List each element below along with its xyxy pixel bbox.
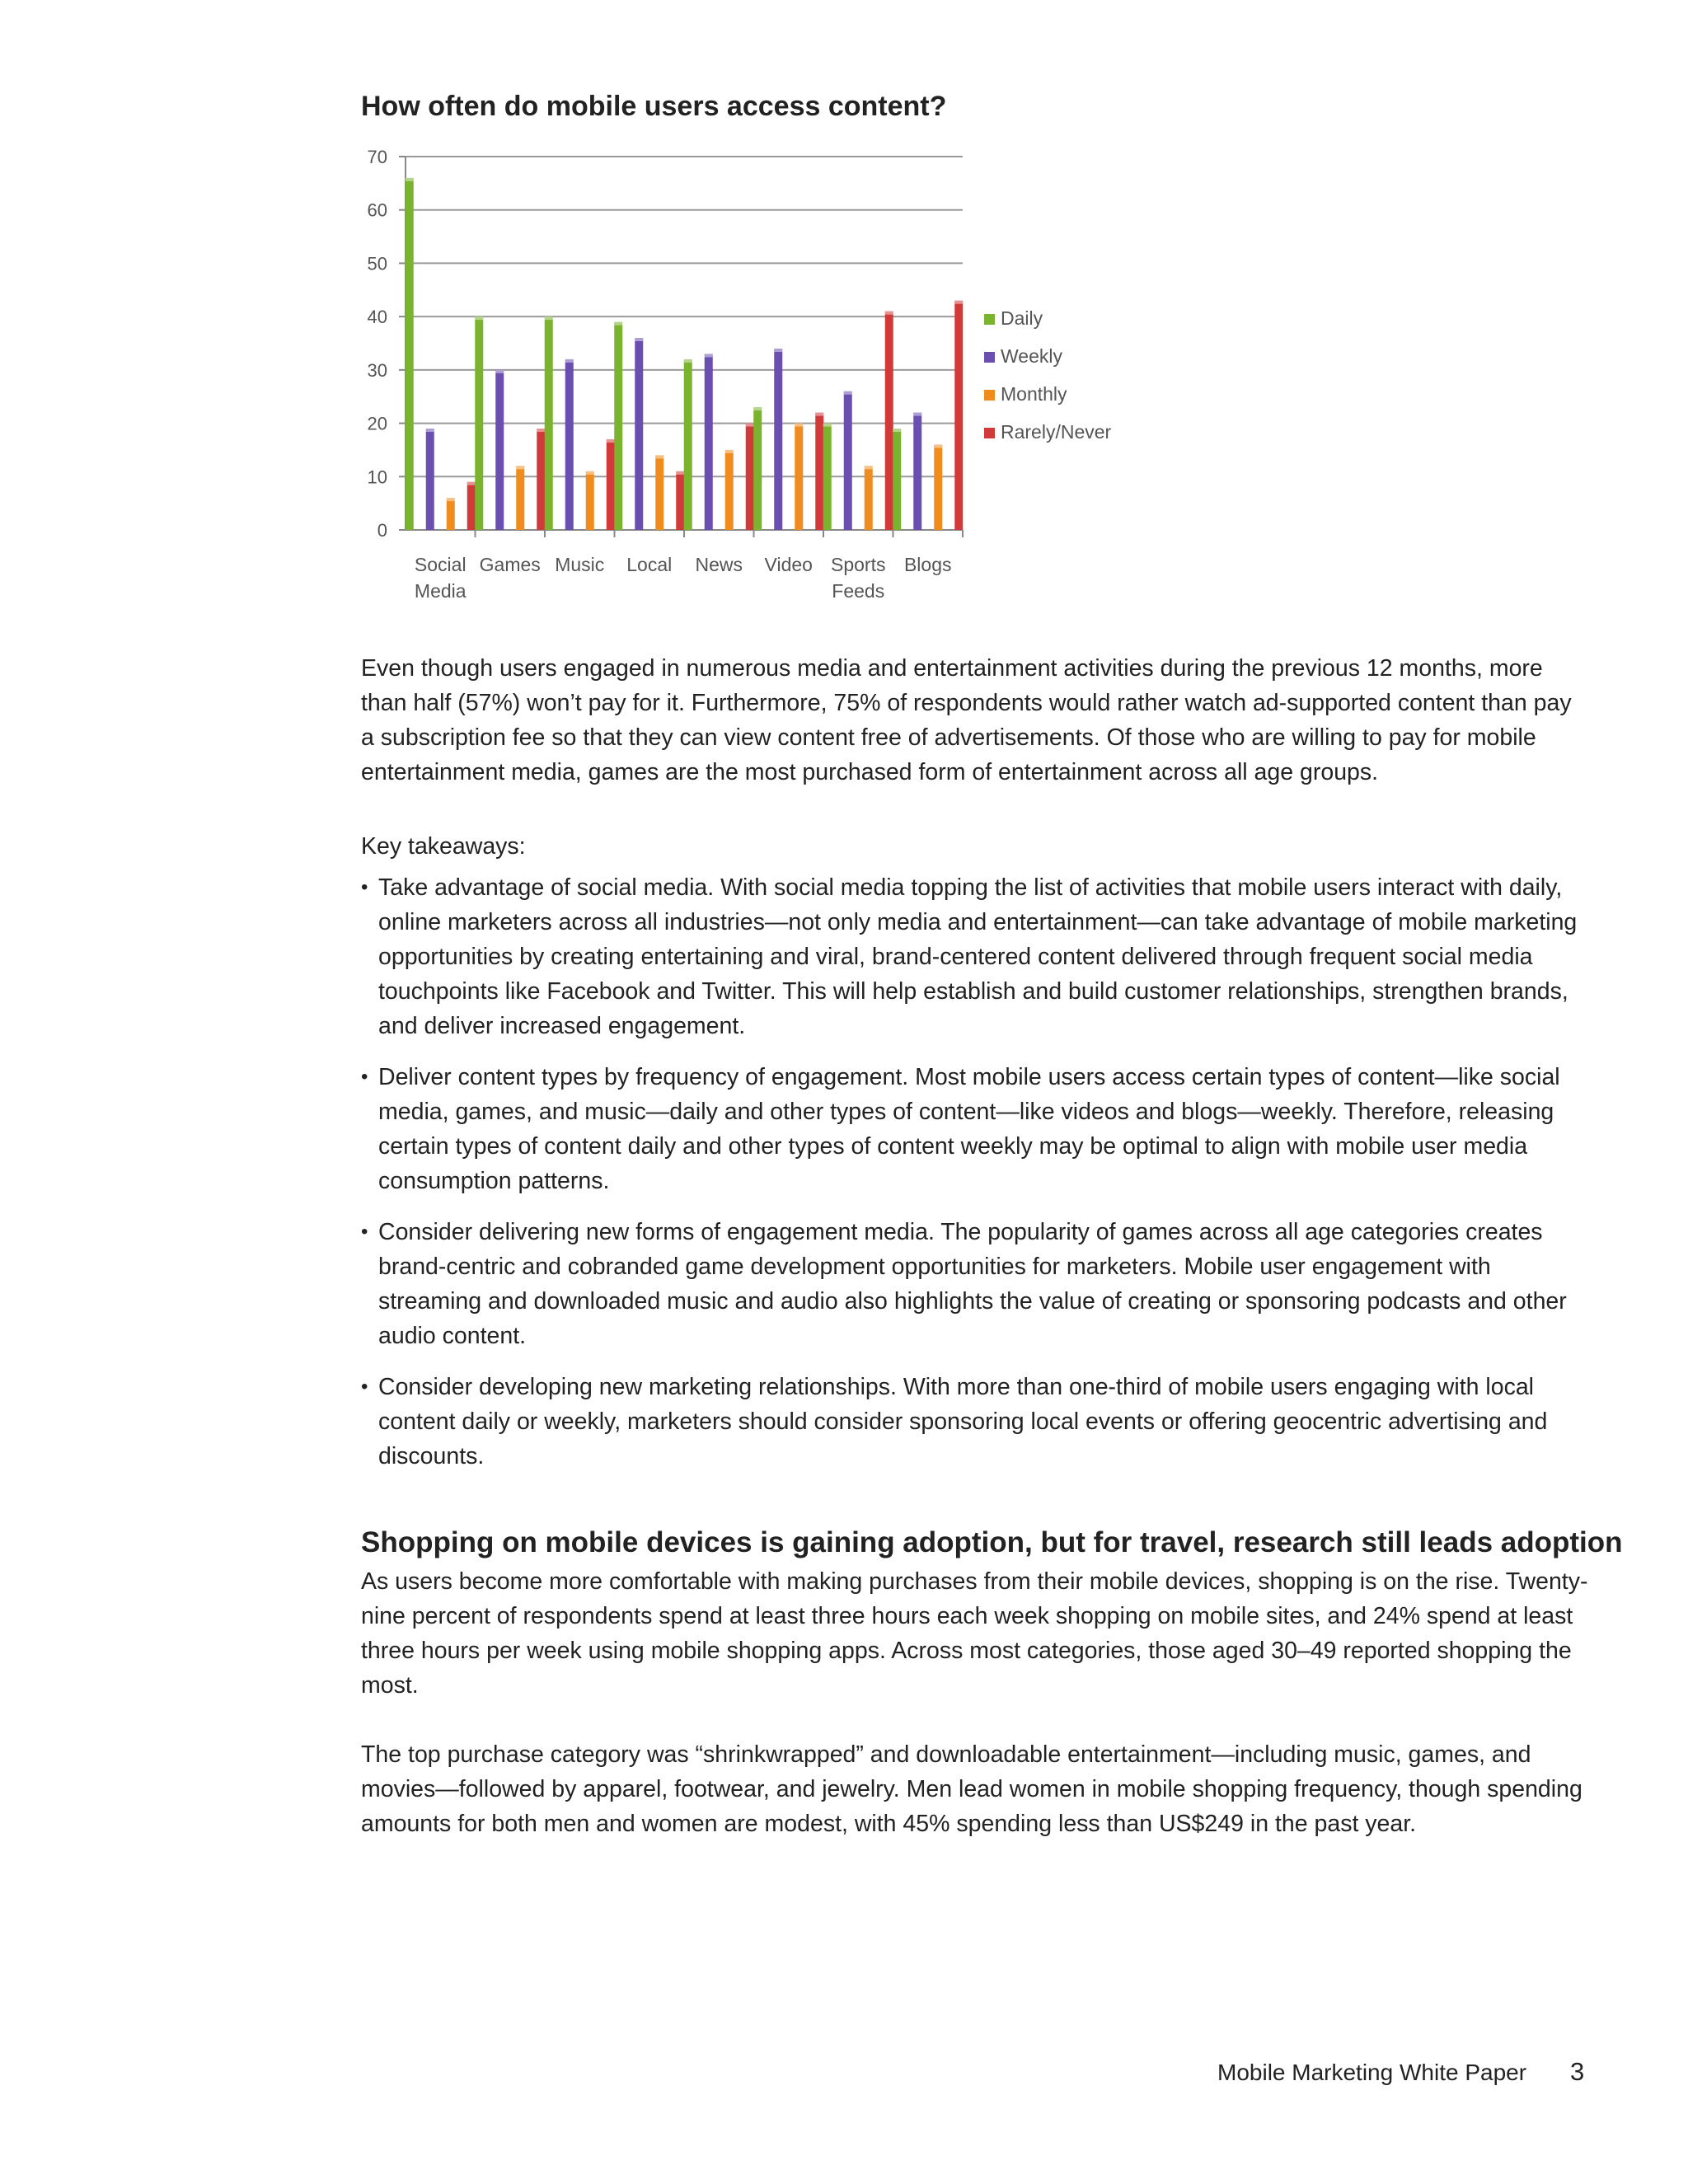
bar-highlight — [705, 354, 713, 357]
x-tick-label-line: Feeds — [832, 580, 885, 602]
bar-highlight — [676, 471, 684, 475]
legend-label: Monthly — [1001, 383, 1067, 405]
y-tick-label: 50 — [367, 253, 387, 274]
x-tick-label — [831, 554, 885, 602]
bar-highlight — [607, 439, 615, 443]
bar-highlight — [537, 429, 545, 432]
bar — [795, 424, 803, 530]
bar — [893, 429, 901, 530]
bar — [885, 312, 893, 530]
bar — [635, 338, 643, 530]
bar-highlight — [475, 316, 483, 320]
footer-document-title: Mobile Marketing White Paper — [1217, 2060, 1527, 2085]
bar-highlight — [495, 370, 504, 373]
bar — [934, 444, 942, 530]
bar-highlight — [954, 301, 963, 304]
bar-highlight — [655, 455, 663, 458]
x-tick-label-line: Social — [414, 554, 467, 575]
bar — [447, 498, 455, 530]
bar-highlight — [406, 178, 414, 181]
bar — [774, 349, 782, 530]
bar — [954, 301, 963, 530]
bar-highlight — [426, 429, 434, 432]
bar-highlight — [753, 407, 762, 410]
y-tick-label: 70 — [367, 147, 387, 167]
list-item: • Take advantage of social media. With social media topping the list of activities that mobile users interact with daily, online marketers across all industries—not only media and entertainment—can take advantage of mobile marketing opportunities by creating entertaining and viral, brand-centered content delivered through frequent social media touchpoints like Facebook and Twitter. This will help establish and build customer relationships, strengthen brands, and deliver increased engagement. — [361, 870, 1589, 1043]
bar — [746, 424, 754, 530]
list-item: • Deliver content types by frequency of engagement. Most mobile users access certain types of content—like social media, games, and music—daily and other types of content—like videos and blogs—weekly. Therefore, releasing certain types of content daily and other types of content weekly may be optimal to align with mobile user media consumption patterns. — [361, 1060, 1589, 1198]
bar — [495, 370, 504, 530]
bar — [705, 354, 713, 530]
bar — [545, 316, 553, 530]
shopping-paragraph-2: The top purchase category was “shrinkwrapped” and downloadable entertainment—including music, games, and movies—followed by apparel, footwear, and jewelry. Men lead women in mobile shopping frequency, though spending amounts for both men and women are modest, with 45% spending less than US$249 in the past year. — [361, 1741, 1582, 1837]
bar-highlight — [586, 471, 594, 475]
page-number: 3 — [1570, 2057, 1585, 2086]
shopping-paragraph-1: As users become more comfortable with making purchases from their mobile devices, shopping is on the rise. Twenty-nine percent of respondents spend at least three hours each week shopping on mobile sites, and 24% spend at least three hours per week using mobile shopping apps. Across most categories, those aged 30–49 reported shopping the most. — [361, 1568, 1588, 1699]
bar — [426, 429, 434, 530]
bar — [844, 391, 852, 530]
intro-paragraph: Even though users engaged in numerous media and entertainment activities during the previous 12 months, more than half (57%) won’t pay for it. Furthermore, 75% of respondents would rather watch ad-supported content than pay a subscription fee so that they can view content free of advertisements. Of those who are willing to pay for mobile entertainment media, games are the most purchased form of entertainment across all age groups. — [361, 655, 1572, 785]
bar — [823, 424, 832, 530]
bar-highlight — [447, 498, 455, 501]
bar-highlight — [893, 429, 901, 432]
bar-highlight — [934, 444, 942, 448]
y-tick-label: 10 — [367, 466, 387, 488]
x-tick-label-line: Media — [414, 580, 467, 602]
y-tick-label: 60 — [367, 199, 387, 221]
x-tick-label — [626, 554, 672, 575]
bar-highlight — [684, 359, 692, 363]
y-tick-label: 40 — [367, 307, 387, 328]
x-tick-label-line: Local — [626, 554, 673, 575]
legend-label: Weekly — [1001, 345, 1062, 367]
bar — [586, 471, 594, 530]
bar — [865, 466, 873, 530]
takeaways-list — [361, 870, 1589, 1490]
bar-chart — [353, 138, 1112, 608]
bar-highlight — [823, 424, 832, 427]
bar-highlight — [725, 450, 734, 453]
bar-highlight — [815, 413, 823, 416]
bar — [467, 482, 476, 530]
bar-highlight — [746, 424, 754, 427]
legend-swatch — [984, 352, 995, 363]
legend-swatch — [984, 428, 995, 438]
bar — [753, 407, 762, 530]
x-tick-label-line: Games — [479, 554, 541, 575]
x-tick-label-line: News — [695, 554, 743, 575]
bar — [913, 413, 921, 530]
bar — [614, 322, 622, 530]
x-tick-label — [555, 554, 604, 575]
bar — [565, 359, 574, 530]
x-tick-label — [904, 554, 952, 575]
bar-highlight — [565, 359, 574, 363]
bar — [475, 316, 483, 530]
legend-label: Daily — [1001, 307, 1043, 329]
x-tick-label-line: Sports — [831, 554, 886, 575]
bar-highlight — [795, 424, 803, 427]
bar-highlight — [635, 338, 643, 341]
bar-highlight — [614, 322, 622, 326]
bar-highlight — [467, 482, 476, 485]
bar — [725, 450, 734, 530]
chart-title: How often do mobile users access content? — [361, 91, 947, 122]
bar-highlight — [913, 413, 921, 416]
bar — [406, 178, 414, 530]
y-tick-label: 20 — [367, 413, 387, 434]
x-tick-label — [480, 554, 541, 575]
bar-highlight — [844, 391, 852, 395]
bar — [537, 429, 545, 530]
bar — [655, 455, 663, 530]
list-item: • Consider developing new marketing relationships. With more than one-third of mobile users engaging with local content daily or weekly, marketers should consider sponsoring local events or offering geocentric advertising and discounts. — [361, 1370, 1589, 1474]
bar-highlight — [774, 349, 782, 352]
key-takeaways-label: Key takeaways: — [361, 833, 526, 860]
section-heading: Shopping on mobile devices is gaining adoption, but for travel, research still leads adoption — [361, 1526, 1623, 1558]
bar-highlight — [865, 466, 873, 469]
y-tick-label: 0 — [377, 520, 387, 541]
x-tick-label-line: Video — [764, 554, 813, 575]
x-tick-label-line: Blogs — [903, 554, 952, 575]
bar-highlight — [516, 466, 524, 469]
bar-highlight — [545, 316, 553, 320]
legend-label: Rarely/Never — [1001, 421, 1112, 443]
bar — [607, 439, 615, 530]
bar — [516, 466, 524, 530]
bar — [684, 359, 692, 530]
legend-swatch — [984, 390, 995, 401]
x-tick-label — [765, 554, 813, 575]
legend-swatch — [984, 314, 995, 325]
x-tick-label — [695, 554, 743, 575]
y-tick-label: 30 — [367, 359, 387, 381]
bar — [676, 471, 684, 530]
bar-highlight — [885, 312, 893, 315]
bar — [815, 413, 823, 530]
x-tick-label — [415, 554, 467, 602]
x-tick-label-line: Music — [555, 554, 605, 575]
list-item: • Consider delivering new forms of engagement media. The popularity of games across all age categories creates brand-centric and cobranded game development opportunities for marketers. Mobile user engagement with streaming and downloaded music and audio also highlights the value of creating or sponsoring podcasts and other audio content. — [361, 1215, 1589, 1353]
